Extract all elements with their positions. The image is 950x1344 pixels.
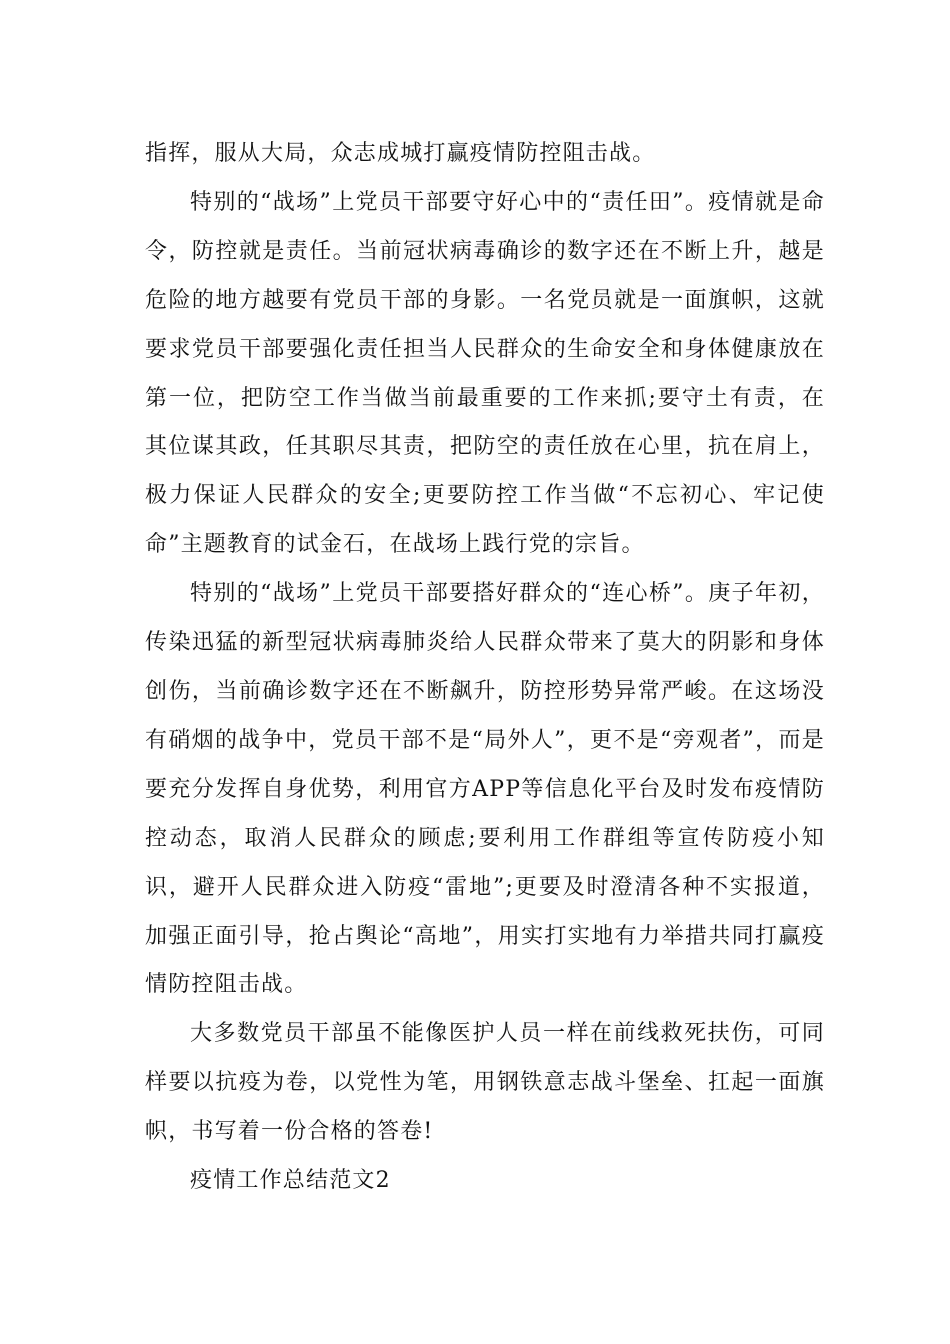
document-body xyxy=(145,130,825,1206)
paragraph-responsibility-field: 特别的“战场”上党员干部要守好心中的“责任田”。疫情就是命令，防控就是责任。当前冠状病毒确诊的数字还在不断上升，越是危险的地方越要有党员干部的身影。一名党员就是一面旗帜，这就要求党员干部要强化责任担当人民群众的生命安全和身体健康放在第一位，把防空工作当做当前最重要的工作来抓;要守土有责，在其位谋其政，任其职尽其责，把防空的责任放在心里，抗在肩上，极力保证人民群众的安全;更要防控工作当做“不忘初心、牢记使命”主题教育的试金石，在战场上践行党的宗旨。 xyxy=(145,189,825,558)
paragraph-answer-sheet: 大多数党员干部虽不能像医护人员一样在前线救死扶伤，可同样要以抗疫为卷，以党性为笔，用钢铁意志战斗堡垒、扛起一面旗帜，书写着一份合格的答卷! xyxy=(145,1021,825,1145)
paragraph-heart-bridge: 特别的“战场”上党员干部要搭好群众的“连心桥”。庚子年初，传染迅猛的新型冠状病毒肺炎给人民群众带来了莫大的阴影和身体创伤，当前确诊数字还在不断飙升，防控形势异常严峻。在这场没有硝烟的战争中，党员干部不是“局外人”，更不是“旁观者”，而是要充分发挥自身优势，利用官方APP等信息化平台及时发布疫情防控动态，取消人民群众的顾虑;要利用工作群组等宣传防疫小知识，避开人民群众进入防疫“雷地”;更要及时澄清各种不实报道，加强正面引导，抢占舆论“高地”，用实打实地有力举措共同打赢疫情防控阻击战。 xyxy=(145,581,825,998)
paragraph-continuation: 指挥，服从大局，众志成城打赢疫情防控阻击战。 xyxy=(145,141,656,166)
section-heading: 疫情工作总结范文2 xyxy=(190,1168,391,1194)
